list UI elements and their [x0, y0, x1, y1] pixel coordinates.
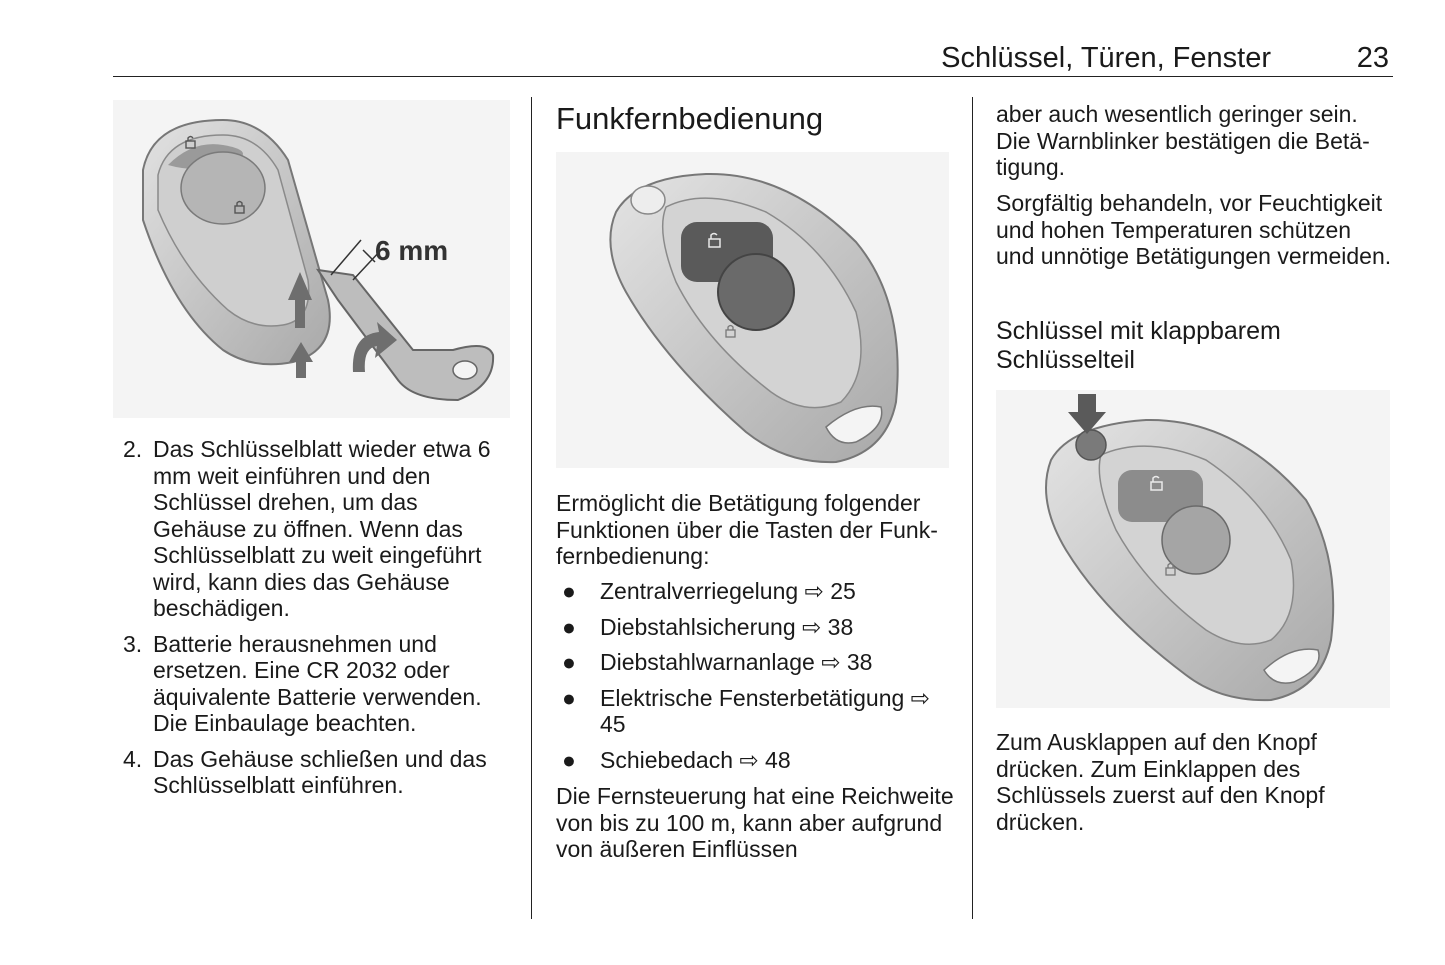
page-header [113, 40, 1393, 77]
step-text: Das Gehäuse schließen und das Schlüsselblatt einführen. [153, 745, 487, 798]
flip-key-figure [996, 390, 1390, 708]
remote-key-figure [556, 152, 949, 468]
step-list [123, 436, 515, 808]
step-number: 3. [123, 630, 143, 657]
function-link[interactable]: Elektrische Fensterbetätigung ⇨ 45 [600, 684, 930, 737]
step-text: Batterie herausnehmen und ersetzen. Eine CR 2032 oder äquivalente Batterie verwenden. Die Einbaulage beachten. [153, 630, 482, 736]
page-number: 23 [1356, 42, 1389, 74]
paragraph: Sorgfältig behandeln, vor Feuchtigkeit und hohen Temperaturen schützen und unnötige Betätigungen vermeiden. [996, 190, 1392, 269]
list-item [556, 685, 956, 738]
remote-key-body [610, 174, 897, 462]
bullet: ● [562, 684, 576, 711]
step-number: 4. [123, 745, 143, 772]
column-divider [531, 97, 532, 919]
list-item [123, 746, 515, 799]
key-battery-figure [113, 100, 510, 418]
column-divider [972, 97, 973, 919]
flip-key-body [1046, 420, 1333, 700]
subsection-heading: Schlüssel mit klappbarem Schlüsselteil [996, 317, 1281, 374]
list-item [123, 631, 515, 737]
measure-label: 6 mm [375, 235, 449, 266]
function-link[interactable]: Diebstahlwarnanlage ⇨ 38 [600, 649, 873, 675]
bullet: ● [562, 578, 576, 604]
step-text: Das Schlüsselblatt wieder etwa 6 mm weit einführen und den Schlüssel drehen, um das Gehäuse zu öffnen. Wenn das Schlüsselblatt zu weit eingeführt wird, kann dies das Gehäuse beschädigen. [153, 436, 491, 621]
bullet: ● [562, 613, 576, 640]
section-heading: Funkfernbedienung [556, 101, 824, 136]
intro-text: Ermöglicht die Betätigung folgender Funktionen über die Tasten der Funkfernbedienung: [556, 490, 938, 569]
list-item [556, 614, 956, 641]
function-link[interactable]: Schiebedach ⇨ 48 [600, 746, 791, 773]
paragraph: aber auch wesentlich geringer sein. Die Warnblinker bestätigen die Betätigung. [996, 101, 1370, 180]
list-item [556, 649, 956, 676]
bullet: ● [562, 649, 576, 675]
list-item [556, 747, 956, 774]
function-link[interactable]: Diebstahlsicherung ⇨ 38 [600, 613, 854, 640]
function-link[interactable]: Zentralverriegelung ⇨ 25 [600, 578, 856, 604]
bullet: ● [562, 746, 576, 773]
key-blade [318, 270, 493, 400]
chapter-title: Schlüssel, Türen, Fenster [941, 42, 1271, 74]
list-item [123, 436, 515, 622]
range-text: Die Fernsteuerung hat eine Reichweite von bis zu 100 m, kann aber aufgrund von äußeren Einflüssen [556, 783, 954, 862]
paragraph: Zum Ausklappen auf den Knopf drücken. Zum Einklappen des Schlüssels zuerst auf den Knopf drücken. [996, 729, 1325, 835]
function-list [556, 578, 956, 782]
list-item [556, 578, 956, 605]
step-number: 2. [123, 436, 143, 462]
